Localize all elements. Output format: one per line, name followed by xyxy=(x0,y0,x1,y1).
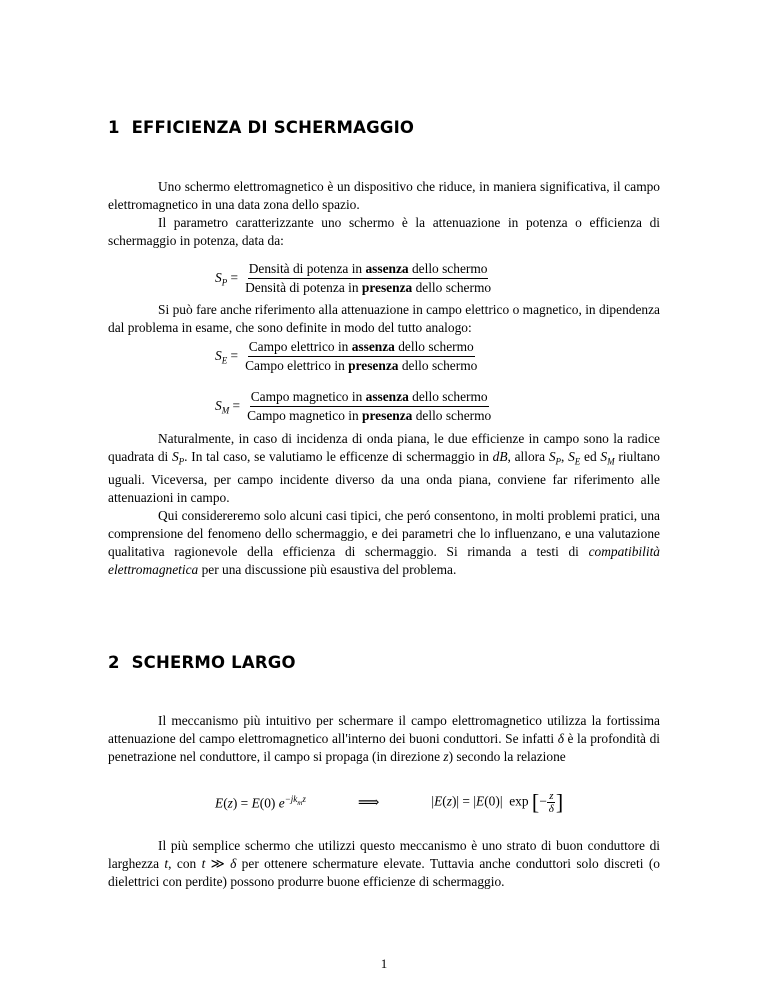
math-delta-2: δ xyxy=(230,856,237,871)
equation-se-lhs: $S_E$ = xyxy=(215,347,239,366)
equation-field xyxy=(215,790,635,815)
equation-field-right: |E(z)| = |E(0)| exp [− $\frac{z}{\delta}$ ] xyxy=(431,789,564,815)
section-1-heading xyxy=(108,118,414,137)
section-2-title: SCHERMO LARGO xyxy=(131,653,296,672)
section-2-heading xyxy=(108,653,296,672)
math-db: dB xyxy=(492,449,508,464)
equation-field-left: E(z) = E(0) $e^{-jk_mz}$ xyxy=(215,793,306,811)
math-sm: $S_M$ xyxy=(600,449,615,467)
math-sp-2: $S_P$ xyxy=(548,449,562,467)
page-number: 1 xyxy=(380,956,388,971)
equation-se-fraction xyxy=(244,339,478,374)
equation-sm-denominator: Campo magnetico in presenza dello schermo xyxy=(247,408,492,423)
math-z: z xyxy=(443,749,449,764)
equation-sp-denominator: Densità di potenza in presenza dello schermo xyxy=(245,280,492,295)
paragraph-parameter-text: Il parametro caratterizzante uno schermo è la attenuazione in potenza o efficienza di schermaggio in potenza, data da: xyxy=(108,215,660,248)
emph-compatibilita: compatibilità elettromagnetica xyxy=(108,543,660,577)
math-sp: $S_P$ xyxy=(171,449,185,467)
implies-arrow: ⟹ xyxy=(357,795,380,811)
math-t-2: t xyxy=(201,856,206,871)
math-se: $S_E$ xyxy=(568,449,581,467)
equation-sm-lhs: $S_M$ = xyxy=(215,397,241,416)
equation-field-fraction: $\frac{z}{\delta}$ xyxy=(548,790,554,815)
equation-sm-fraction xyxy=(246,389,492,424)
equation-sp-lhs: $S_P$ = xyxy=(215,269,239,288)
section-1-number: 1 xyxy=(108,118,120,137)
section-1-title: EFFICIENZA DI SCHERMAGGIO xyxy=(131,118,415,137)
paragraph-mechanism: Il meccanismo più intuitivo per schermare il campo elettromagnetico utilizza la fortissima attenuazione del campo elettromagnetico all'interno dei buoni conduttori. Se infatti δ è la profondità di penetrazione nel conduttore, il campo si propaga (in direzione z) secondo la relazione xyxy=(108,713,660,764)
equation-se-denominator: Campo elettrico in presenza dello schermo xyxy=(245,358,478,373)
section-2-number: 2 xyxy=(108,653,120,672)
math-delta: δ xyxy=(557,731,564,746)
paragraph-definition xyxy=(108,178,660,250)
paragraph-reference: Si può fare anche riferimento alla attenuazione in campo elettrico o magnetico, in dipendenza dal problema in esame, che sono definite in modo del tutto analogo: xyxy=(108,302,660,335)
equation-sp xyxy=(215,261,492,296)
paragraph-simple-shield: Il più semplice schermo che utilizzi questo meccanismo è uno strato di buon conduttore di larghezza t, con t ≫ δ per ottenere schermature elevate. Tuttavia anche conduttori solo discreti (o dielettrici con perdite) possono produrre buone efficienze di schermaggio. xyxy=(108,838,660,889)
paragraph-plane-wave: Naturalmente, in caso di incidenza di onda piana, le due efficienze in campo sono la radice quadrata di $S_P$. In tal caso, se valutiamo le efficenze di schermaggio in dB, allora $S_P$, $S_E$ ed $S_M$ riultano uguali. Viceversa, per campo incidente diverso da una onda piana, conviene far riferimento alle attenuazioni in campo. Qui considereremo solo alcuni casi tipici, che peró consentono, in molti problemi pratici, una comprensione del fenomeno dello schermaggio, e dei parametri che lo influenzano, e una valutazione qualitativa ragionevole della efficienza di schermaggio. Si rimanda a testi di compatibilità elettromagnetica per una discussione più esaustiva del problema. xyxy=(108,431,660,577)
equation-se xyxy=(215,339,478,374)
equation-sp-fraction xyxy=(244,261,492,296)
equation-sm xyxy=(215,389,492,424)
paragraph-definition-text: Uno schermo elettromagnetico è un dispositivo che riduce, in maniera significativa, il campo elettromagnetico in una data zona dello spazio. xyxy=(108,179,660,212)
equation-sp-numerator: Densità di potenza in assenza dello schermo xyxy=(248,261,489,279)
equation-se-numerator: Campo elettrico in assenza dello schermo xyxy=(248,339,475,357)
equation-sm-numerator: Campo magnetico in assenza dello schermo xyxy=(250,389,489,407)
math-t: t xyxy=(164,856,169,871)
